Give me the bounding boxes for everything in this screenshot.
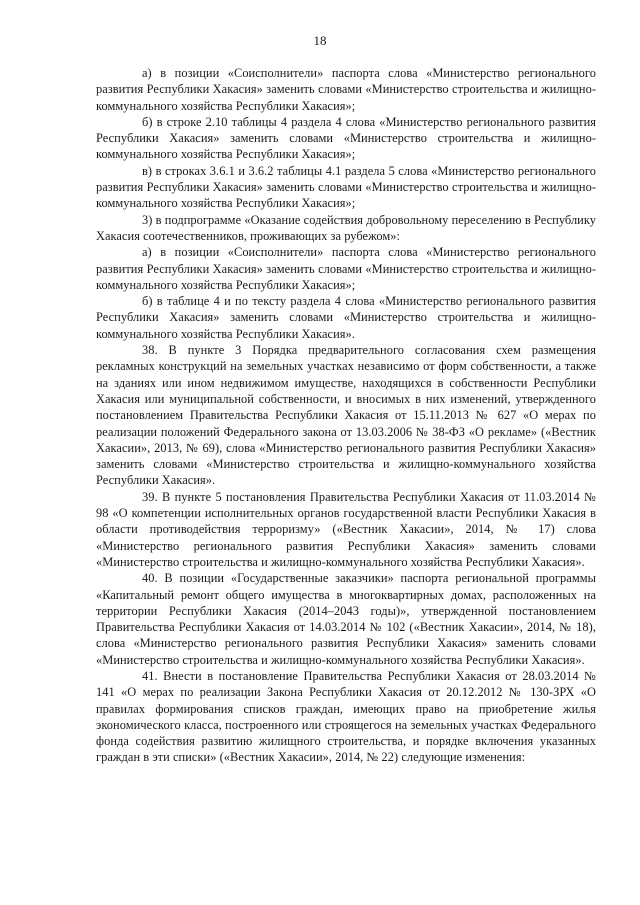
paragraph-subprogram-3: 3) в подпрограмме «Оказание содействия добровольному переселению в Республику Хакасия соотечественников, проживающих за рубежом»:	[96, 212, 596, 243]
paragraph-3b-table-4: б) в строке 2.10 таблицы 4 раздела 4 слова «Министерство регионального развития Республики Хакасия» заменить словами «Министерство строительства и жилищно-коммунального хозяйства Республики Хакасия»;	[96, 114, 596, 162]
paragraph-subprogram-3b: б) в таблице 4 и по тексту раздела 4 слова «Министерство регионального развития Республики Хакасия» заменить словами «Министерство строительства и жилищно-коммунального хозяйства Республики Хакасия».	[96, 294, 596, 341]
paragraph-subprogram-3a: а) в позиции «Соисполнители» паспорта слова «Министерство регионального развития Республики Хакасия» заменить словами «Министерство строительства и жилищно-коммунального хозяйства Республики Хакасия»;	[96, 245, 596, 292]
document-body	[96, 65, 596, 766]
paragraph-item-39: 39. В пункте 5 постановления Правительства Республики Хакасия от 11.03.2014 № 98 «О компетенции исполнительных органов государственной власти Республики Хакасия в области противодействия терроризму» («Вестник Хакасии», 2014, № 17) слова «Министерство регионального развития Республики Хакасия» заменить словами «Министерство строительства и жилищно-коммунального хозяйства Республики Хакасия».	[96, 489, 596, 569]
paragraph-item-38: 38. В пункте 3 Порядка предварительного согласования схем размещения рекламных конструкций на земельных участках независимо от форм собственности, а также на зданиях или ином недвижимом имуществе, находящихся в собственности Республики Хакасия или муниципальной собственности, и вносимых в них изменений, утвержденного постановлением Правительства Республики Хакасия от 15.11.2013 № 627 «О мерах по реализации положений Федерального закона от 13.03.2006 № 38-ФЗ «О рекламе» («Вестник Хакасии», 2013, № 69), слова «Министерство регионального развития Республики Хакасия» заменить словами «Министерство строительства и жилищно-коммунального хозяйства Республики Хакасия».	[96, 343, 596, 488]
paragraph-item-40: 40. В позиции «Государственные заказчики» паспорта региональной программы «Капитальный ремонт общего имущества в многоквартирных домах, расположенных на территории Республики Хакасия (2014–2043 годы)», утвержденной постановлением Правительства Республики Хакасия от 14.03.2014 № 102 («Вестник Хакасии», 2014, № 18), слова «Министерство регионального развития Республики Хакасия» заменить словами «Министерство строительства и жилищно-коммунального хозяйства Республики Хакасия».	[96, 571, 596, 667]
paragraph-item-41: 41. Внести в постановление Правительства Республики Хакасия от 28.03.2014 № 141 «О мерах по реализации Закона Республики Хакасия от 20.12.2012 № 130-ЗРХ «О правилах формирования списков граждан, имеющих право на приобретение жилья экономического класса, построенного или строящегося на земельных участках Федерального фонда содействия развитию жилищного строительства, и порядке включения указанных граждан в эти списки» («Вестник Хакасии», 2014, № 22) следующие изменения:	[96, 668, 596, 765]
page-number: 18	[313, 33, 327, 48]
paragraph-3a-soispolniteli: а) в позиции «Соисполнители» паспорта слова «Министерство регионального развития Республики Хакасия» заменить словами «Министерство строительства и жилищно-коммунального хозяйства Республики Хакасия»;	[96, 66, 596, 113]
paragraph-3v-table-4-1: в) в строках 3.6.1 и 3.6.2 таблицы 4.1 раздела 5 слова «Министерство регионального развития Республики Хакасия» заменить словами «Министерство строительства и жилищно-коммунального хозяйства Республики Хакасия»;	[96, 163, 596, 211]
